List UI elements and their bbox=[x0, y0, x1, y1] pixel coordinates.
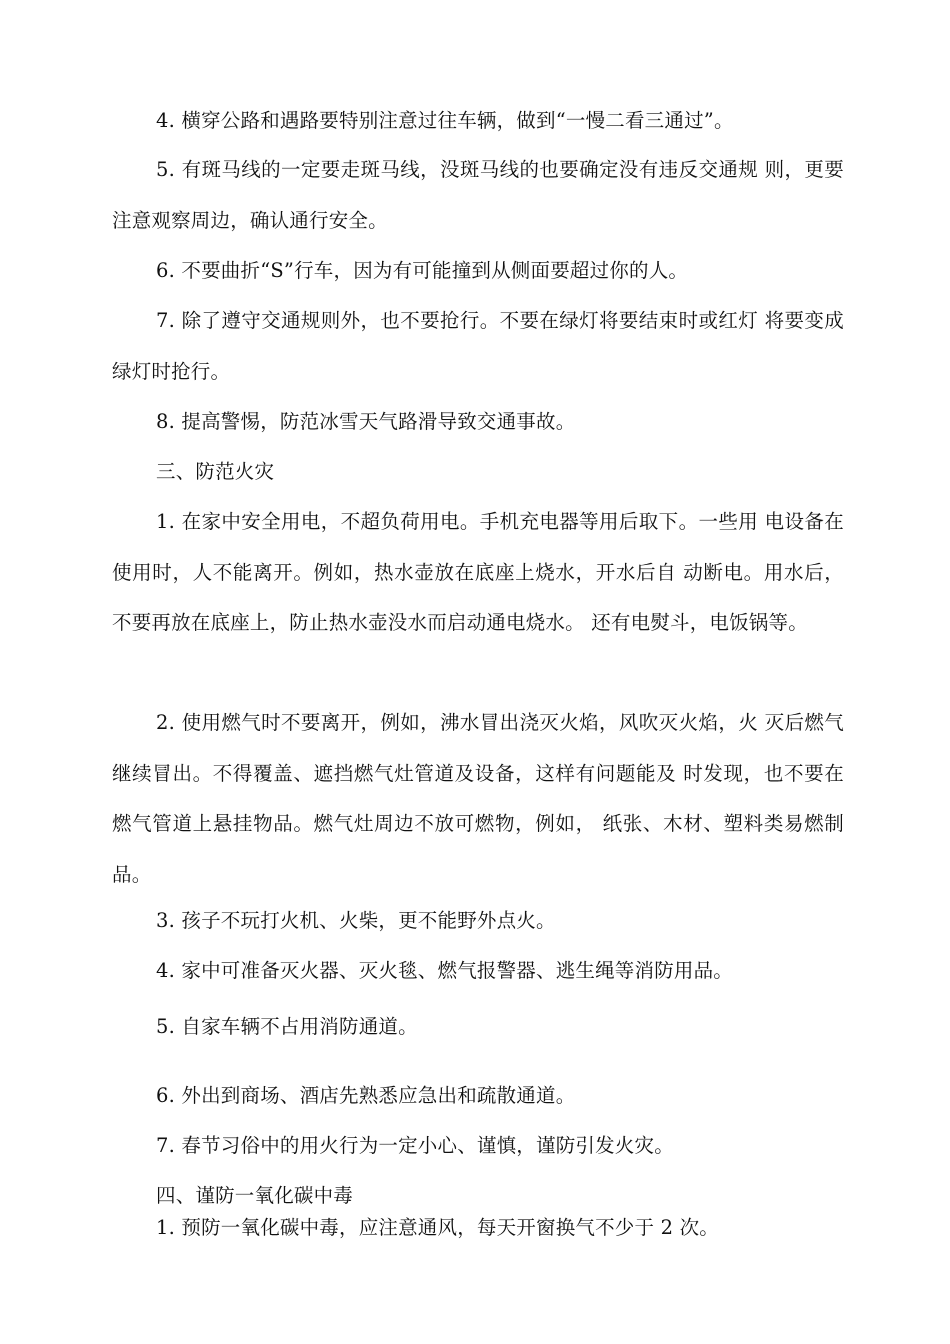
paragraph-fire-2: 2. 使用燃气时不要离开，例如，沸水冒出浇灭火焰，风吹灭火焰，火 灭后燃气继续冒出。不得覆盖、遮挡燃气灶管道及设备，这样有问题能及 时发现，也不要在燃气管道上悬挂物品。燃气灶周边不放可燃物，例如， 纸张、木材、塑料类易燃制品。 bbox=[112, 711, 844, 886]
paragraph-traffic-8: 8. 提高警惕，防范冰雪天气路滑导致交通事故。 bbox=[156, 410, 576, 433]
paragraph-carbon-monoxide-1: 1. 预防一氧化碳中毒，应注意通风，每天开窗换气不少于 2 次。 bbox=[156, 1216, 720, 1239]
paragraph-fire-6: 6. 外出到商场、酒店先熟悉应急出和疏散通道。 bbox=[156, 1084, 576, 1107]
paragraph-fire-3: 3. 孩子不玩打火机、火柴，更不能野外点火。 bbox=[156, 909, 556, 932]
paragraph-traffic-4: 4. 横穿公路和遇路要特别注意过往车辆，做到“一慢二看三通过”。 bbox=[156, 109, 734, 132]
section-heading-fire: 三、防范火灾 bbox=[156, 460, 275, 483]
paragraph-traffic-6: 6. 不要曲折“S”行车，因为有可能撞到从侧面要超过你的人。 bbox=[156, 259, 689, 282]
paragraph-fire-1: 1. 在家中安全用电，不超负荷用电。手机充电器等用后取下。一些用 电设备在使用时，人不能离开。例如，热水壶放在底座上烧水，开水后自 动断电。用水后，不要再放在底座上，防止热水壶没水而启动通电烧水。 还有电熨斗，电饭锅等。 bbox=[112, 510, 844, 634]
paragraph-fire-7: 7. 春节习俗中的用火行为一定小心、谨慎，谨防引发火灾。 bbox=[156, 1134, 674, 1157]
paragraph-traffic-5: 5. 有斑马线的一定要走斑马线，没斑马线的也要确定没有违反交通规 则，更要注意观察周边，确认通行安全。 bbox=[112, 158, 844, 232]
paragraph-traffic-7: 7. 除了遵守交通规则外，也不要抢行。不要在绿灯将要结束时或红灯 将要变成绿灯时抢行。 bbox=[112, 309, 844, 383]
paragraph-fire-5: 5. 自家车辆不占用消防通道。 bbox=[156, 1015, 418, 1038]
paragraph-fire-4: 4. 家中可准备灭火器、灭火毯、燃气报警器、逃生绳等消防用品。 bbox=[156, 959, 734, 982]
section-heading-carbon-monoxide: 四、谨防一氧化碳中毒 bbox=[156, 1184, 354, 1207]
